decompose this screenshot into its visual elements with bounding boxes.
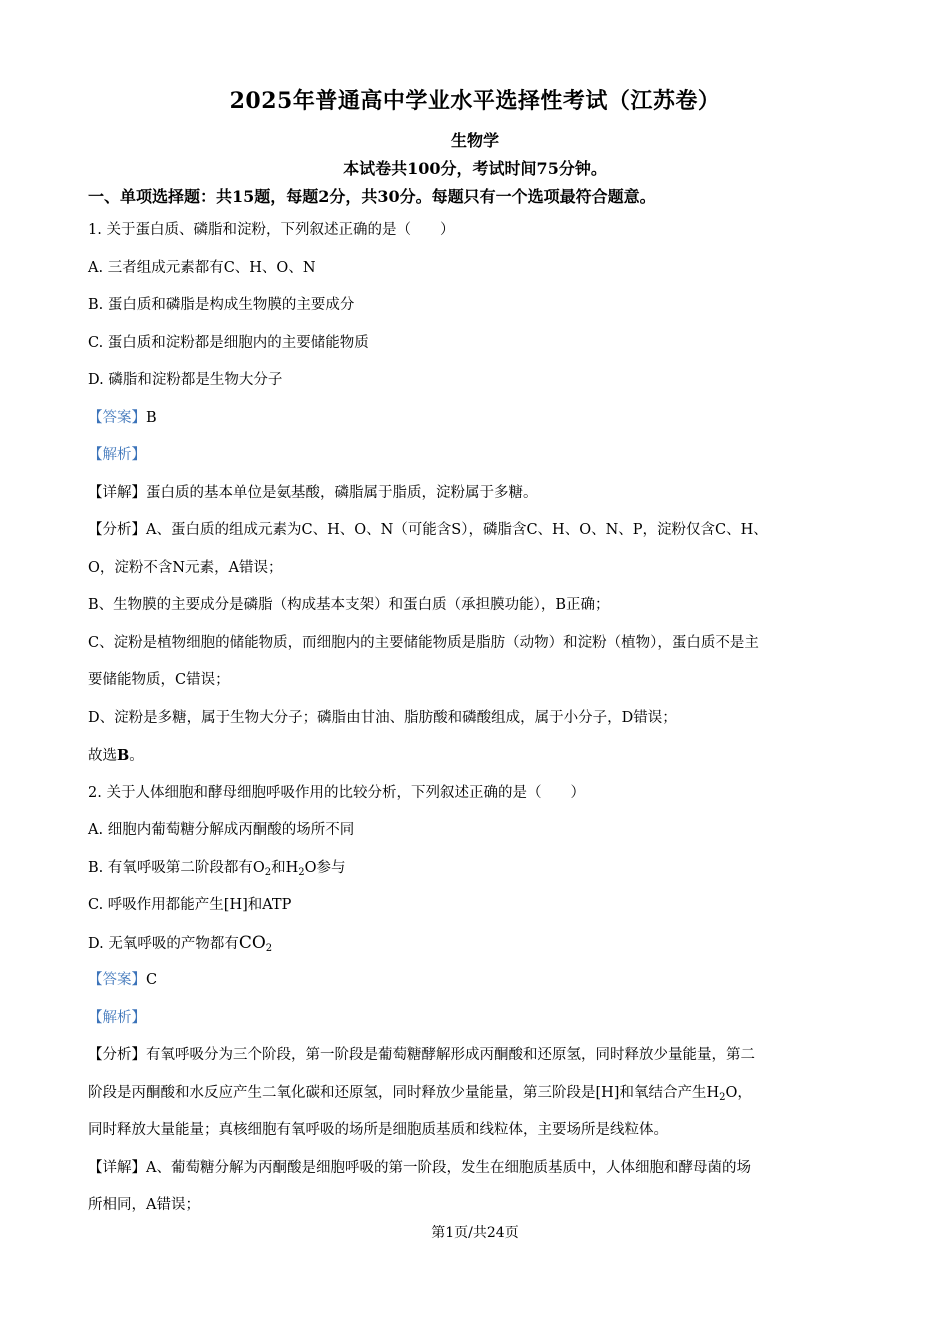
q2-detail-1: 【详解】A、葡萄糖分解为丙酮酸是细胞呼吸的第一阶段，发生在细胞质基质中，人体细胞和酵母菌的场 xyxy=(88,1159,751,1176)
q1-option-c: C. 蛋白质和淀粉都是细胞内的主要储能物质 xyxy=(88,334,369,351)
q2-option-d xyxy=(88,925,864,963)
page-number: 第1页/共24页 xyxy=(431,1225,519,1241)
conclusion-suffix: 。 xyxy=(129,748,144,764)
q1-analysis-b: B、生物膜的主要成分是磷脂（构成基本支架）和蛋白质（承担膜功能），B正确； xyxy=(88,597,610,613)
q2-option-a: A. 细胞内葡萄糖分解成丙酮酸的场所不同 xyxy=(88,822,355,838)
q2-analysis-3: 同时释放大量能量；真核细胞有氧呼吸的场所是细胞质基质和线粒体，主要场所是线粒体。 xyxy=(88,1122,668,1138)
q2-analysis-2 xyxy=(88,1075,864,1113)
q2-detail-2: 所相同，A错误； xyxy=(88,1197,200,1213)
q2-b-text: B. 有氧呼吸第二阶段都有O xyxy=(88,859,265,876)
q2-option-b xyxy=(88,850,864,888)
section-heading: 一、单项选择题：共15题，每题2分，共30分。每题只有一个选项最符合题意。 xyxy=(88,187,656,206)
q2-analysis-1: 【分析】有氧呼吸分为三个阶段，第一阶段是葡萄糖酵解形成丙酮酸和还原氢，同时释放少量能量，第二 xyxy=(88,1047,755,1063)
q2-b-sub1: 2 xyxy=(264,866,272,878)
q1-option-b: B. 蛋白质和磷脂是构成生物膜的主要成分 xyxy=(88,297,355,313)
q2-analysis-label: 【解析】 xyxy=(88,1009,146,1026)
q2-d-formula: CO xyxy=(238,932,266,953)
q2-b-mid: 和H xyxy=(271,859,299,876)
exam-info: 本试卷共100分，考试时间75分钟。 xyxy=(343,159,607,178)
q2-b-sub2: 2 xyxy=(298,866,305,878)
exam-title: 2025年普通高中学业水平选择性考试（江苏卷） xyxy=(229,88,721,114)
conclusion-answer: B xyxy=(117,747,130,764)
q2-d-sub: 2 xyxy=(265,942,273,954)
q2-an2-text: 阶段是丙酮酸和水反应产生二氧化碳和还原氢，同时释放少量能量，第三阶段是[H]和氧结合产生H xyxy=(88,1084,720,1101)
q1-option-a: A. 三者组成元素都有C、H、O、N xyxy=(88,259,316,276)
q1-option-d: D. 磷脂和淀粉都是生物大分子 xyxy=(88,372,283,388)
q2-d-text: D. 无氧呼吸的产物都有 xyxy=(88,935,239,952)
q1-analysis-d: D、淀粉是多糖，属于生物大分子；磷脂由甘油、脂肪酸和磷酸组成，属于小分子，D错误； xyxy=(88,709,677,726)
q2-option-c: C. 呼吸作用都能产生[H]和ATP xyxy=(88,897,292,913)
q2-an2-post: O， xyxy=(725,1084,752,1101)
q1-stem: 1. 关于蛋白质、磷脂和淀粉，下列叙述正确的是（ ） xyxy=(88,222,455,238)
q1-analysis-label: 【解析】 xyxy=(88,447,146,463)
q1-detail: 【详解】蛋白质的基本单位是氨基酸，磷脂属于脂质，淀粉属于多糖。 xyxy=(88,484,538,501)
conclusion-prefix: 故选 xyxy=(88,748,117,764)
q1-analysis-a2: O，淀粉不含N元素，A错误； xyxy=(88,559,283,576)
answer-label: 【答案】 xyxy=(88,972,146,988)
q1-analysis-c1: C、淀粉是植物细胞的储能物质，而细胞内的主要储能物质是脂肪（动物）和淀粉（植物），蛋白质不是主 xyxy=(88,634,759,651)
q1-analysis-c2: 要储能物质，C错误； xyxy=(88,672,230,688)
q2-stem: 2. 关于人体细胞和酵母细胞呼吸作用的比较分析，下列叙述正确的是（ ） xyxy=(88,784,585,801)
q2-b-post: O参与 xyxy=(304,859,346,876)
q1-answer xyxy=(88,400,864,438)
q1-conclusion xyxy=(88,737,864,775)
question-content xyxy=(88,212,864,1225)
q2-an2-sub: 2 xyxy=(719,1091,726,1103)
answer-label: 【答案】 xyxy=(88,409,146,426)
exam-subject: 生物学 xyxy=(450,131,499,150)
q2-answer xyxy=(88,962,864,1000)
q1-analysis-a1: 【分析】A、蛋白质的组成元素为C、H、O、N（可能含S），磷脂含C、H、O、N、P，淀粉仅含C、H、 xyxy=(88,522,768,538)
answer-value: C xyxy=(146,972,158,988)
answer-value: B xyxy=(146,409,157,426)
